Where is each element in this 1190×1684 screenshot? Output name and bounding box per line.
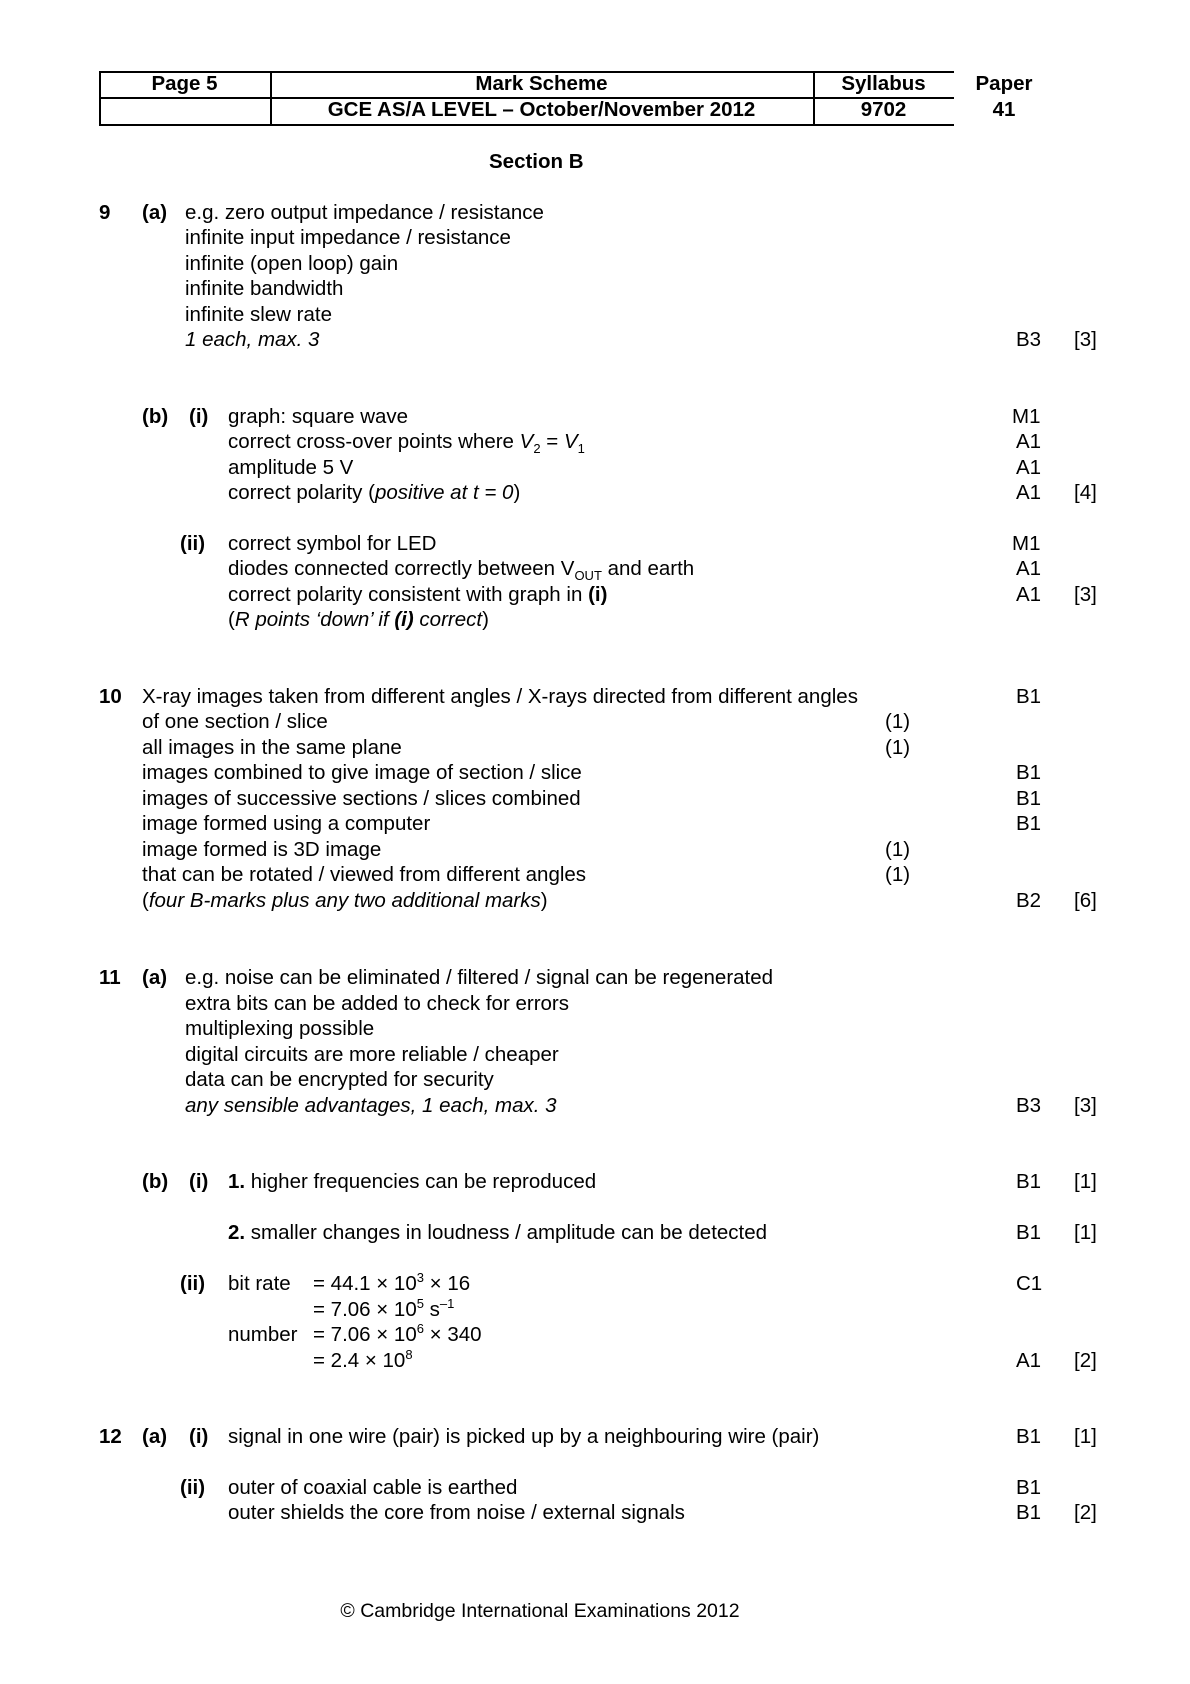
q9-a-note: 1 each, max. 3 bbox=[185, 328, 320, 351]
q10-line: image formed using a computer bbox=[142, 812, 431, 835]
q10-mark: B1 bbox=[1016, 787, 1042, 810]
q11-a-total: [3] bbox=[1074, 1094, 1097, 1117]
q9-b-ii-total: [3] bbox=[1074, 583, 1097, 606]
q10-mark: B1 bbox=[1016, 812, 1042, 835]
q9-a-label: (a) bbox=[142, 201, 168, 224]
q11-number-eq1: = $7.06 \times 10^6 \times 340$ bbox=[313, 1321, 482, 1346]
q10-sub-mark: (1) bbox=[885, 736, 911, 759]
q9-b-i-mark: A1 bbox=[1016, 430, 1042, 453]
header-page: Page 5 bbox=[151, 72, 218, 95]
header-paper-value: 41 bbox=[992, 98, 1016, 121]
q9-b-i-line: graph: square wave bbox=[228, 405, 409, 428]
q12-a-ii-line: outer shields the core from noise / external signals bbox=[228, 1501, 685, 1524]
q10-line: of one section / slice bbox=[142, 710, 328, 733]
q9-b-i-mark: M1 bbox=[1012, 405, 1041, 428]
q11-b-ii-mark: C1 bbox=[1016, 1272, 1043, 1295]
q10-mark: B1 bbox=[1016, 761, 1042, 784]
q9-a-line: infinite slew rate bbox=[185, 303, 332, 326]
q10-sub-mark: (1) bbox=[885, 863, 911, 886]
q11-b-ii-total: [2] bbox=[1074, 1349, 1097, 1372]
q9-b-ii-line: correct symbol for LED bbox=[228, 532, 437, 555]
footer-copyright: © Cambridge International Examinations 2012 bbox=[340, 1600, 740, 1622]
q10-line: that can be rotated / viewed from different angles bbox=[142, 863, 587, 886]
q12-a-ii-total: [2] bbox=[1074, 1501, 1097, 1524]
q12-a-ii-label: (ii) bbox=[180, 1476, 206, 1499]
q9-b-i-line: correct polarity (positive at t = 0) bbox=[228, 481, 521, 504]
q11-b-ii-label: (ii) bbox=[180, 1272, 206, 1295]
q9-b-ii-label: (ii) bbox=[180, 532, 206, 555]
q9-a-mark: B3 bbox=[1016, 328, 1042, 351]
q12-number: 12 bbox=[99, 1425, 122, 1448]
q9-number: 9 bbox=[99, 201, 111, 224]
q10-line: all images in the same plane bbox=[142, 736, 402, 759]
q10-mark: B1 bbox=[1016, 685, 1042, 708]
q9-b-i-mark: A1 bbox=[1016, 481, 1042, 504]
q10-line: images of successive sections / slices combined bbox=[142, 787, 581, 810]
q10-line: X-ray images taken from different angles / X-rays directed from different angles bbox=[142, 685, 858, 708]
header-title: Mark Scheme bbox=[475, 72, 608, 95]
q11-b-i-1-mark: B1 bbox=[1016, 1170, 1042, 1193]
q9-b-ii-mark: A1 bbox=[1016, 557, 1042, 580]
q9-b-ii-mark: M1 bbox=[1012, 532, 1041, 555]
q11-bitrate-eq1: = $44.1 \times 10^3 \times 16$ bbox=[313, 1270, 471, 1295]
q10-line: image formed is 3D image bbox=[142, 838, 382, 861]
header-syllabus-value: 9702 bbox=[860, 98, 907, 121]
q9-b-ii-mark: A1 bbox=[1016, 583, 1042, 606]
header-syllabus-label: Syllabus bbox=[841, 72, 926, 95]
q11-b-ii-mark: A1 bbox=[1016, 1349, 1042, 1372]
q11-a-line: digital circuits are more reliable / cheaper bbox=[185, 1043, 559, 1066]
q12-a-i-label: (i) bbox=[189, 1425, 209, 1448]
q9-b-label: (b) bbox=[142, 405, 169, 428]
q12-a-ii-line: outer of coaxial cable is earthed bbox=[228, 1476, 518, 1499]
q12-a-i-text: signal in one wire (pair) is picked up by a neighbouring wire (pair) bbox=[228, 1425, 820, 1448]
q10-mark: B2 bbox=[1016, 889, 1042, 912]
q12-a-label: (a) bbox=[142, 1425, 168, 1448]
q9-b-i-mark: A1 bbox=[1016, 456, 1042, 479]
q11-b-i-1-total: [1] bbox=[1074, 1170, 1097, 1193]
q11-b-i-2-mark: B1 bbox=[1016, 1221, 1042, 1244]
q11-a-label: (a) bbox=[142, 966, 168, 989]
q11-b-i-label: (i) bbox=[189, 1170, 209, 1193]
q11-b-i-2: 2. smaller changes in loudness / amplitude can be detected bbox=[228, 1221, 768, 1244]
q11-a-line: data can be encrypted for security bbox=[185, 1068, 494, 1091]
q9-b-ii-line: correct polarity consistent with graph in (i) bbox=[228, 583, 608, 606]
q9-a-line: e.g. zero output impedance / resistance bbox=[185, 201, 544, 224]
q11-a-note: any sensible advantages, 1 each, max. 3 bbox=[185, 1094, 557, 1117]
q9-b-i-label: (i) bbox=[189, 405, 209, 428]
q9-b-ii-line: diodes connected correctly between $V_{OUT}$ and earth bbox=[228, 557, 695, 584]
q9-b-ii-note: (R points ‘down’ if (i) correct) bbox=[228, 608, 489, 631]
q9-a-line: infinite (open loop) gain bbox=[185, 252, 399, 275]
q11-a-line: multiplexing possible bbox=[185, 1017, 375, 1040]
q11-a-line: extra bits can be added to check for errors bbox=[185, 992, 570, 1015]
q11-b-label: (b) bbox=[142, 1170, 169, 1193]
header-subtitle: GCE AS/A LEVEL – October/November 2012 bbox=[327, 98, 756, 121]
q9-a-line: infinite input impedance / resistance bbox=[185, 226, 511, 249]
q10-line: images combined to give image of section / slice bbox=[142, 761, 582, 784]
q11-number-label: number bbox=[228, 1323, 298, 1346]
q11-a-line: e.g. noise can be eliminated / filtered / signal can be regenerated bbox=[185, 966, 774, 989]
q11-bitrate-label: bit rate bbox=[228, 1272, 291, 1295]
section-title: Section B bbox=[489, 150, 584, 173]
q10-note: (four B-marks plus any two additional marks) bbox=[142, 889, 548, 912]
q10-sub-mark: (1) bbox=[885, 710, 911, 733]
q12-a-i-mark: B1 bbox=[1016, 1425, 1042, 1448]
q10-total: [6] bbox=[1074, 889, 1097, 912]
q12-a-ii-mark: B1 bbox=[1016, 1501, 1042, 1524]
q11-b-i-1: 1. higher frequencies can be reproduced bbox=[228, 1170, 597, 1193]
header-table bbox=[99, 71, 1099, 125]
q10-number: 10 bbox=[99, 685, 122, 708]
q9-a-total: [3] bbox=[1074, 328, 1097, 351]
q11-b-i-2-total: [1] bbox=[1074, 1221, 1097, 1244]
q11-a-mark: B3 bbox=[1016, 1094, 1042, 1117]
q9-b-i-line: correct cross-over points where $V_2 = V_1$ bbox=[228, 430, 585, 457]
q9-b-i-line: amplitude 5 V bbox=[228, 456, 354, 479]
q12-a-i-total: [1] bbox=[1074, 1425, 1097, 1448]
q10-sub-mark: (1) bbox=[885, 838, 911, 861]
q12-a-ii-mark: B1 bbox=[1016, 1476, 1042, 1499]
q9-b-i-total: [4] bbox=[1074, 481, 1097, 504]
q11-number: 11 bbox=[99, 966, 121, 989]
q11-bitrate-eq2: = $7.06 \times 10^5$ $s^{-1}$ bbox=[313, 1296, 455, 1321]
header-paper-label: Paper bbox=[975, 72, 1033, 95]
q9-a-line: infinite bandwidth bbox=[185, 277, 344, 300]
q11-number-eq2: = $2.4 \times 10^8$ bbox=[313, 1347, 413, 1372]
